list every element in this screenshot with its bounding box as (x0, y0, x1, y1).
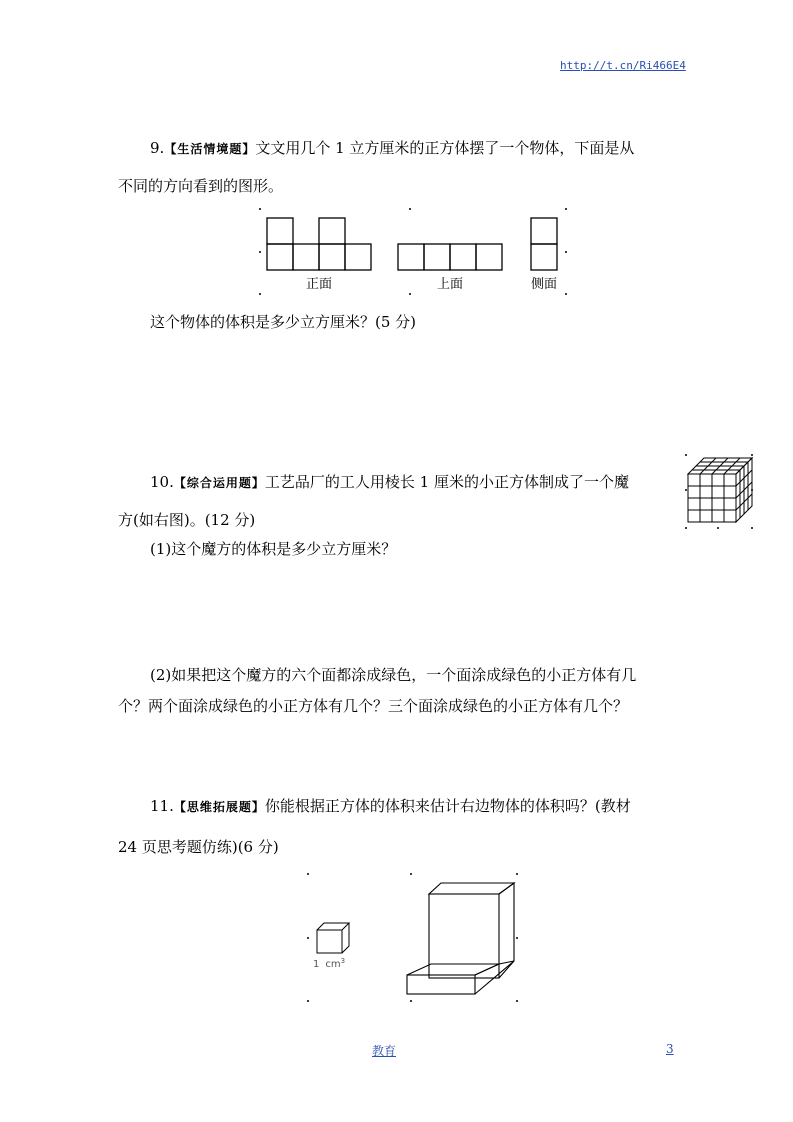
footer-center-link[interactable]: 教育 (372, 1044, 397, 1058)
q10-sub1: (1)这个魔方的体积是多少立方厘米？ (150, 540, 397, 558)
q9-text-1: 文文用几个 1 立方厘米的正方体摆了一个物体，下面是从 (255, 139, 635, 157)
q9-question: 这个物体的体积是多少立方厘米？(5 分) (150, 313, 417, 331)
cube-right-face (736, 458, 752, 522)
q10-sub2-line2: 个？两个面涂成绿色的小正方体有几个？三个面涂成绿色的小正方体有几个？ (118, 697, 629, 715)
q9-line1 (150, 138, 634, 159)
q11-number: 11. (150, 797, 174, 815)
side-view-label: 侧面 (530, 277, 558, 292)
cube-top-face (688, 458, 752, 474)
unit-cube (317, 923, 349, 953)
q11-tag: 【思维拓展题】 (173, 800, 265, 814)
front-view-grid (267, 218, 371, 270)
magic-cube-figure (680, 450, 760, 532)
q9-tag: 【生活情境题】 (164, 142, 256, 156)
q10-line2: 方(如右图)。(12 分) (118, 511, 256, 529)
q11-text-1: 你能根据正方体的体积来估计右边物体的体积吗？(教材 (264, 797, 631, 815)
unit-cube-label: 1 $cm^3$ (313, 957, 346, 970)
q10-number: 10. (150, 473, 174, 491)
q9-line2: 不同的方向看到的图形。 (118, 177, 284, 195)
top-view-label: 上面 (436, 277, 464, 292)
q10-line1 (150, 472, 629, 493)
q11-line2: 24 页思考题仿练)(6 分) (118, 838, 279, 856)
q10-sub2-line1: (2)如果把这个魔方的六个面都涂成绿色，一个面涂成绿色的小正方体有几 (150, 666, 637, 684)
q9-three-views-figure (255, 205, 575, 300)
q10-text-1: 工艺品厂的工人用棱长 1 厘米的小正方体制成了一个魔 (264, 473, 629, 491)
l-shaped-object (407, 883, 514, 994)
front-view-label: 正面 (305, 277, 333, 292)
top-view-grid (398, 244, 502, 270)
footer-page-number[interactable]: 3 (666, 1042, 674, 1056)
q9-number: 9. (150, 139, 165, 157)
q11-line1 (150, 796, 631, 817)
header-url-link[interactable]: http://t.cn/Ri466E4 (560, 59, 686, 72)
q10-tag: 【综合运用题】 (173, 476, 265, 490)
cube-front-face (688, 474, 736, 522)
side-view-grid (531, 218, 557, 270)
q11-estimate-figure (300, 868, 525, 1008)
